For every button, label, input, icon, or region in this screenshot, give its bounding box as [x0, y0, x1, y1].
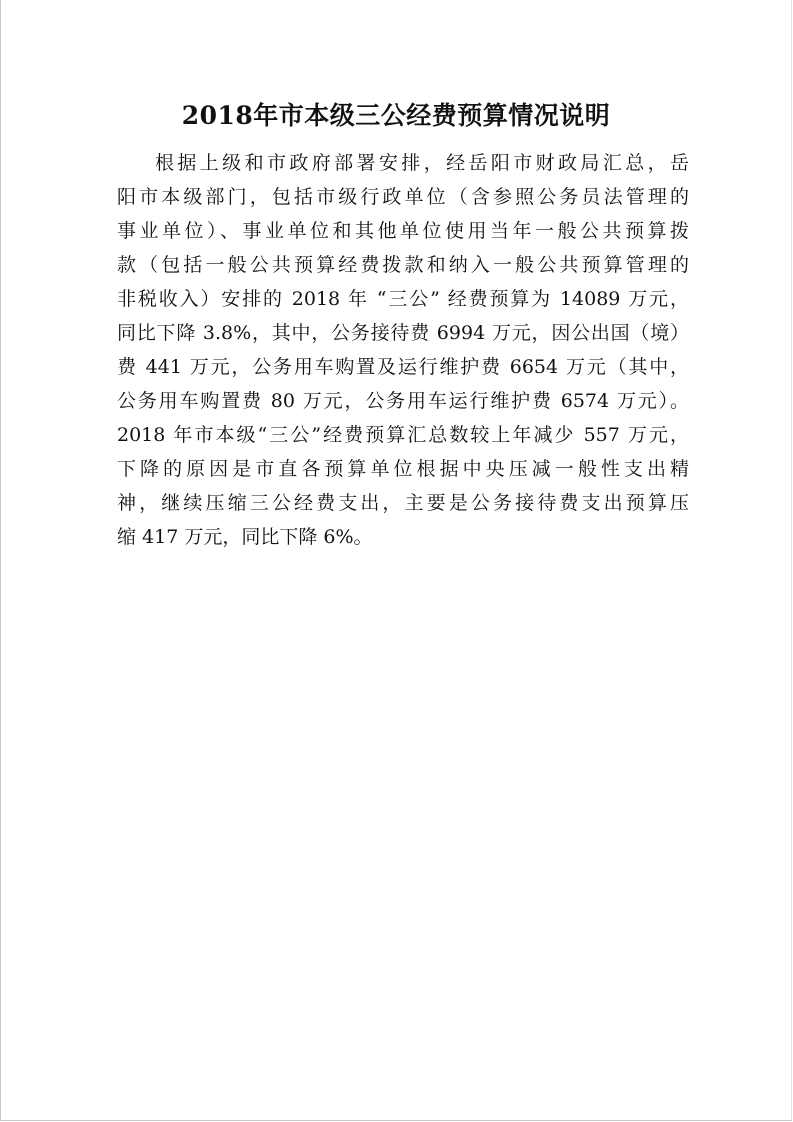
body-line-11: 神，继续压缩三公经费支出，主要是公务接待费支出预算压 — [117, 492, 689, 514]
body-line-1: 根据上级和市政府部署安排，经岳阳市财政局汇总，岳 — [155, 152, 689, 174]
body-line-2: 阳市本级部门，包括市级行政单位（含参照公务员法管理的 — [117, 186, 689, 208]
body-line-3: 事业单位）、事业单位和其他单位使用当年一般公共预算拨 — [117, 220, 689, 242]
body-line-5: 非税收入）安排的 2018 年 “三公” 经费预算为 14089 万元， — [117, 288, 689, 310]
body-line-6: 同比下降 3.8%，其中，公务接待费 6994 万元，因公出国（境） — [117, 322, 689, 344]
body-line-10: 下降的原因是市直各预算单位根据中央压减一般性支出精 — [117, 458, 689, 480]
body-line-9: 2018 年市本级“三公”经费预算汇总数较上年减少 557 万元， — [117, 424, 689, 446]
document-title: 2018年市本级三公经费预算情况说明 — [181, 101, 611, 130]
body-line-8: 公务用车购置费 80 万元，公务用车运行维护费 6574 万元）。 — [117, 390, 689, 412]
body-line-7: 费 441 万元，公务用车购置及运行维护费 6654 万元（其中， — [117, 356, 689, 378]
document-body — [117, 146, 689, 554]
body-line-12: 缩 417 万元，同比下降 6%。 — [117, 526, 373, 548]
body-line-4: 款（包括一般公共预算经费拨款和纳入一般公共预算管理的 — [117, 254, 689, 276]
